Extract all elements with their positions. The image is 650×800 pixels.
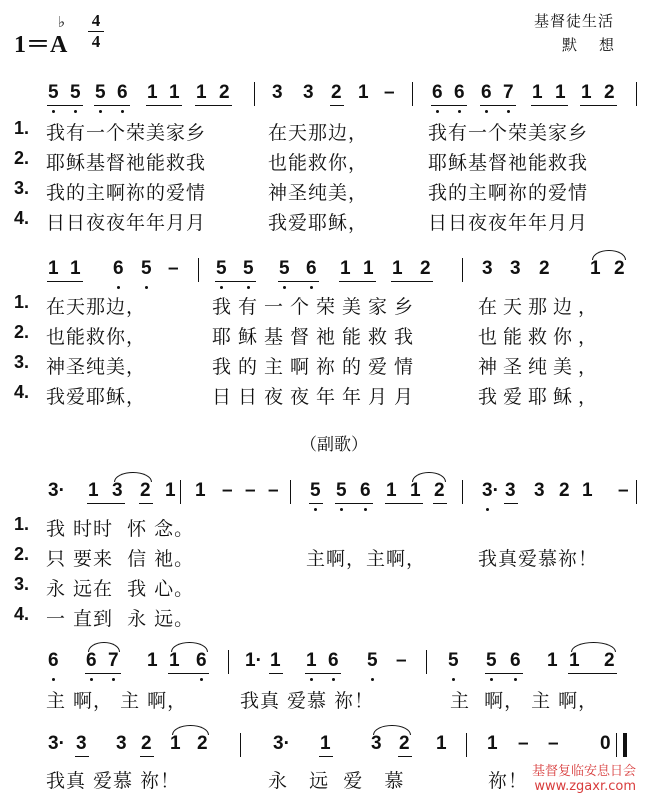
note: 3·	[48, 480, 65, 501]
lyric-text: 我有一个荣美家乡	[428, 122, 589, 144]
lyric-text: 日日夜夜年年月月	[428, 212, 589, 234]
key-signature	[14, 15, 68, 59]
lyric-line	[0, 574, 650, 600]
lyric-line	[0, 686, 650, 712]
notation-row-4	[0, 650, 650, 690]
beam-underline	[568, 673, 617, 674]
slur	[172, 725, 209, 735]
note: 2	[559, 480, 570, 501]
note: 6	[113, 258, 124, 279]
lyric-text: 耶稣基督祂能救我	[428, 152, 589, 174]
slur	[373, 725, 411, 735]
credit-source: 基督徒生活	[533, 12, 614, 30]
watermark	[532, 764, 636, 794]
lyric-text: 我爱耶稣，	[46, 386, 147, 408]
verse-number: 2.	[14, 322, 30, 342]
lyric-text: 也能救你，	[268, 152, 369, 174]
note: 1	[196, 82, 207, 103]
octave-dot-below	[310, 286, 313, 289]
note: 1	[169, 650, 180, 671]
beam-underline	[330, 105, 344, 106]
octave-dot-below	[332, 678, 335, 681]
note: 6	[328, 650, 339, 671]
bar-line	[426, 650, 427, 674]
note: 1	[320, 733, 331, 754]
note: 2	[219, 82, 230, 103]
note: 6	[196, 650, 207, 671]
note: 1	[169, 82, 180, 103]
note: 5	[141, 258, 152, 279]
verse-number: 4.	[14, 382, 30, 402]
lyric-text: 我真 爱慕 祢！	[46, 770, 181, 792]
lyric-text: 我的主啊祢的爱情	[428, 182, 589, 204]
note: 1	[363, 258, 374, 279]
octave-dot-below	[52, 678, 55, 681]
note: 7	[108, 650, 119, 671]
note: 2	[604, 650, 615, 671]
note: 3	[272, 82, 283, 103]
note: 3	[510, 258, 521, 279]
note: 5	[279, 258, 290, 279]
verse-number: 1.	[14, 292, 30, 312]
lyric-text: 只 要来 信 祂。	[46, 548, 195, 570]
lyric-text: 我有一个荣美家乡	[212, 296, 421, 318]
note: 6	[454, 82, 465, 103]
lyric-text: 神圣纯美，	[46, 356, 147, 378]
beam-underline	[391, 281, 433, 282]
beam-underline	[94, 105, 130, 106]
lyric-text: 我有一个荣美家乡	[46, 122, 207, 144]
lyric-line	[0, 148, 650, 174]
note: 1	[590, 258, 601, 279]
octave-dot-below	[314, 508, 317, 511]
bar-line	[466, 733, 467, 757]
note: 6	[481, 82, 492, 103]
lyric-line	[0, 382, 650, 408]
octave-dot-below	[220, 286, 223, 289]
note: 3·	[48, 733, 65, 754]
note: 1	[48, 258, 59, 279]
slur	[571, 642, 616, 652]
credit-author: 默想	[561, 36, 636, 54]
beam-underline	[47, 281, 83, 282]
note: 3	[482, 258, 493, 279]
bar-line	[180, 480, 181, 504]
note: 5	[70, 82, 81, 103]
lyric-line	[0, 544, 650, 570]
octave-dot-below	[490, 678, 493, 681]
note: 1	[410, 480, 421, 501]
note: 2	[539, 258, 550, 279]
octave-dot-below	[200, 678, 203, 681]
verse-number: 3.	[14, 178, 30, 198]
beam-underline	[305, 673, 341, 674]
note: 1	[582, 480, 593, 501]
octave-dot-below	[340, 508, 343, 511]
bar-line	[412, 82, 413, 106]
octave-dot-below	[485, 110, 488, 113]
note: 5	[336, 480, 347, 501]
verse-number: 3.	[14, 352, 30, 372]
lyric-text: 我真爱慕祢！	[478, 548, 599, 570]
lyric-text: 我 时时 怀 念。	[46, 518, 195, 540]
note: 1	[340, 258, 351, 279]
note: 3·	[482, 480, 499, 501]
note: 2	[614, 258, 625, 279]
beam-underline	[398, 756, 412, 757]
octave-dot-below	[99, 110, 102, 113]
note: 1	[306, 650, 317, 671]
note: 3	[534, 480, 545, 501]
bar-line	[240, 733, 241, 757]
note: 6	[510, 650, 521, 671]
octave-dot-below	[145, 286, 148, 289]
lyric-text: 神圣纯美，	[478, 356, 604, 378]
note: –	[396, 650, 407, 671]
note: 1	[436, 733, 447, 754]
octave-dot-below	[283, 286, 286, 289]
note: 2	[141, 733, 152, 754]
octave-dot-below	[121, 110, 124, 113]
note: 3·	[273, 733, 290, 754]
note: –	[268, 480, 279, 501]
flat-sign: ♭	[58, 15, 66, 31]
lyric-line	[0, 514, 650, 540]
beam-underline	[431, 105, 467, 106]
note: 2	[197, 733, 208, 754]
note: 3	[371, 733, 382, 754]
beam-underline	[309, 503, 323, 504]
beam-underline	[339, 281, 376, 282]
note: 5	[48, 82, 59, 103]
note: –	[548, 733, 559, 754]
note: 5	[310, 480, 321, 501]
note: –	[384, 82, 395, 103]
note: 1	[392, 258, 403, 279]
note: 1	[569, 650, 580, 671]
time-signature	[88, 12, 104, 51]
note: 5	[448, 650, 459, 671]
note: 1	[147, 82, 158, 103]
note: 1	[270, 650, 281, 671]
beam-underline	[480, 105, 516, 106]
beam-underline	[140, 756, 154, 757]
octave-dot-below	[90, 678, 93, 681]
lyric-line	[0, 118, 650, 144]
beam-underline	[531, 105, 568, 106]
octave-dot-below	[371, 678, 374, 681]
note: 3	[116, 733, 127, 754]
note: 1	[532, 82, 543, 103]
note: 1	[147, 650, 158, 671]
lyric-line	[0, 178, 650, 204]
lyric-line	[0, 352, 650, 378]
lyric-line	[0, 208, 650, 234]
note: 3	[76, 733, 87, 754]
note: 7	[503, 82, 514, 103]
lyric-text: 永 远在 我 心。	[46, 578, 195, 600]
beam-underline	[485, 673, 523, 674]
note: 1	[358, 82, 369, 103]
note: 2	[399, 733, 410, 754]
beam-underline	[269, 673, 283, 674]
lyric-text: 在天那边，	[478, 296, 604, 318]
bar-line	[462, 480, 463, 504]
note: 1	[555, 82, 566, 103]
lyric-text: 耶稣基督祂能救我	[212, 326, 421, 348]
beam-underline	[504, 503, 518, 504]
chorus-label: （副歌）	[300, 435, 368, 455]
note: –	[168, 258, 179, 279]
note: 0	[600, 733, 611, 754]
note: 6	[306, 258, 317, 279]
beam-underline	[319, 756, 333, 757]
lyric-line	[0, 604, 650, 630]
beam-underline	[580, 105, 617, 106]
lyric-text: 祢！	[488, 770, 529, 792]
note: 2	[604, 82, 615, 103]
final-bar-line	[616, 733, 627, 757]
note: 1	[547, 650, 558, 671]
note: 6	[432, 82, 443, 103]
note: 6	[48, 650, 59, 671]
beam-underline	[146, 105, 182, 106]
bar-line	[198, 258, 199, 282]
octave-dot-below	[458, 110, 461, 113]
beam-underline	[85, 673, 121, 674]
lyric-line	[0, 322, 650, 348]
lyric-text: 日日夜夜年年月月	[46, 212, 207, 234]
verse-number: 4.	[14, 604, 30, 624]
beam-underline	[195, 105, 232, 106]
note: 6	[360, 480, 371, 501]
note: –	[222, 480, 233, 501]
lyric-text: 我真 爱慕 祢！	[240, 690, 375, 712]
octave-dot-below	[364, 508, 367, 511]
slur	[114, 472, 152, 482]
verse-number: 1.	[14, 118, 30, 138]
lyric-text: 主 啊， 主 啊，	[450, 690, 599, 712]
beam-underline	[433, 503, 447, 504]
bar-line	[254, 82, 255, 106]
lyric-text: 主啊，主啊，	[306, 548, 427, 570]
key-label: 1＝A	[14, 32, 68, 58]
time-top: 4	[91, 11, 101, 30]
time-bottom: 4	[91, 32, 101, 51]
note: 1	[170, 733, 181, 754]
note: –	[518, 733, 529, 754]
note: 1	[195, 480, 206, 501]
lyric-text: 主 啊， 主 啊，	[46, 690, 188, 712]
octave-dot-below	[514, 678, 517, 681]
lyric-text: 也能救你，	[46, 326, 147, 348]
beam-underline	[168, 673, 209, 674]
slur	[412, 472, 446, 482]
lyric-text: 永 远 爱 慕	[268, 770, 405, 792]
slur	[592, 250, 626, 260]
note: 1	[88, 480, 99, 501]
bar-line	[228, 650, 229, 674]
watermark-line-1: 基督复临安息日会	[531, 764, 636, 779]
note: 6	[117, 82, 128, 103]
beam-underline	[278, 281, 319, 282]
bar-line	[636, 82, 637, 106]
octave-dot-below	[452, 678, 455, 681]
note: 5	[367, 650, 378, 671]
slur	[88, 642, 120, 652]
notation-row-1	[0, 82, 650, 122]
note: 6	[86, 650, 97, 671]
beam-underline	[385, 503, 423, 504]
verse-number: 4.	[14, 208, 30, 228]
lyric-text: 我爱耶稣，	[268, 212, 369, 234]
note: 2	[420, 258, 431, 279]
octave-dot-below	[52, 110, 55, 113]
beam-underline	[215, 281, 256, 282]
lyric-text: 在天那边，	[46, 296, 147, 318]
note: 1	[165, 480, 176, 501]
bar-line	[636, 480, 637, 504]
beam-underline	[139, 503, 153, 504]
watermark-line-2: www.zgaxr.com	[534, 779, 636, 794]
beam-underline	[87, 503, 125, 504]
note: 1	[581, 82, 592, 103]
beam-underline	[47, 105, 83, 106]
note: 2	[331, 82, 342, 103]
note: 2	[434, 480, 445, 501]
note: 3	[303, 82, 314, 103]
lyric-text: 一 直到 永 远。	[46, 608, 195, 630]
lyric-text: 耶稣基督祂能救我	[46, 152, 207, 174]
note: 1·	[245, 650, 262, 671]
bar-line	[290, 480, 291, 504]
lyric-text: 我的主啊祢的爱情	[46, 182, 207, 204]
octave-dot-below	[436, 110, 439, 113]
verse-number: 3.	[14, 574, 30, 594]
lyric-line	[0, 292, 650, 318]
note: 5	[95, 82, 106, 103]
note: 2	[140, 480, 151, 501]
lyric-text: 我的主啊祢的爱情	[212, 356, 421, 378]
lyric-text: 神圣纯美，	[268, 182, 369, 204]
slur	[171, 642, 208, 652]
note: 5	[486, 650, 497, 671]
octave-dot-below	[74, 110, 77, 113]
octave-dot-below	[117, 286, 120, 289]
note: 1	[487, 733, 498, 754]
note: 1	[70, 258, 81, 279]
octave-dot-below	[486, 508, 489, 511]
lyric-text: 也能救你，	[478, 326, 604, 348]
octave-dot-below	[247, 286, 250, 289]
verse-number: 2.	[14, 544, 30, 564]
beam-underline	[335, 503, 373, 504]
verse-number: 1.	[14, 514, 30, 534]
octave-dot-below	[310, 678, 313, 681]
verse-number: 2.	[14, 148, 30, 168]
lyric-text: 我爱耶稣，	[478, 386, 604, 408]
note: 5	[216, 258, 227, 279]
note: 5	[243, 258, 254, 279]
octave-dot-below	[507, 110, 510, 113]
note: 1	[386, 480, 397, 501]
lyric-text: 日日夜夜年年月月	[212, 386, 421, 408]
bar-line	[462, 258, 463, 282]
lyric-text: 在天那边，	[268, 122, 369, 144]
beam-underline	[75, 756, 89, 757]
note: –	[245, 480, 256, 501]
note: 3	[112, 480, 123, 501]
note: –	[618, 480, 629, 501]
octave-dot-below	[112, 678, 115, 681]
note: 3	[505, 480, 516, 501]
